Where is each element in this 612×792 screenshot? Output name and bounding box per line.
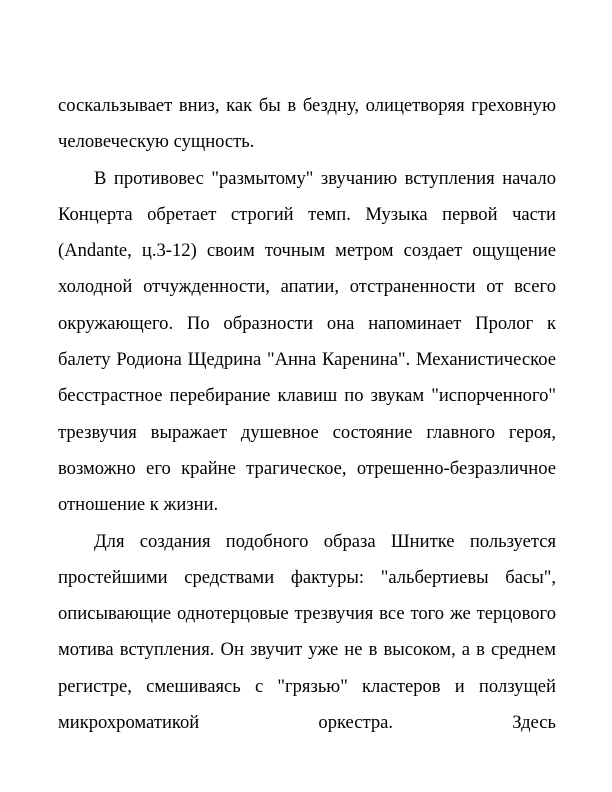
paragraph-concerto-opening: В противовес "размытому" звучанию вступления начало Концерта обретает строгий темп. Музыка первой части (Andante, ц.3-12) своим точным метром создает ощущение холодной отчужденности, апатии, отстраненности от всего окружающего. По образности она напоминает Пролог к балету Родиона Щедрина "Анна Каренина". Механистическое бесстрастное перебирание клавиш по звукам "испорченного" трезвучия выражает душевное состояние главного героя, возможно его крайне трагическое, отрешенно-безразличное отношение к жизни. (58, 167, 556, 516)
paragraph-texture: Для создания подобного образа Шнитке пользуется простейшими средствами фактуры: "альбертиевы басы", описывающие однотерцовые трезвучия все того же терцового мотива вступления. Он звучит уже не в высоком, а в среднем регистре, смешиваясь с "грязью" кластеров и ползущей микрохроматикой оркестра. Здесь (58, 530, 556, 734)
paragraph-continuation: соскальзывает вниз, как бы в бездну, олицетворяя греховную человеческую сущность. (58, 95, 556, 153)
body-text (58, 88, 556, 741)
